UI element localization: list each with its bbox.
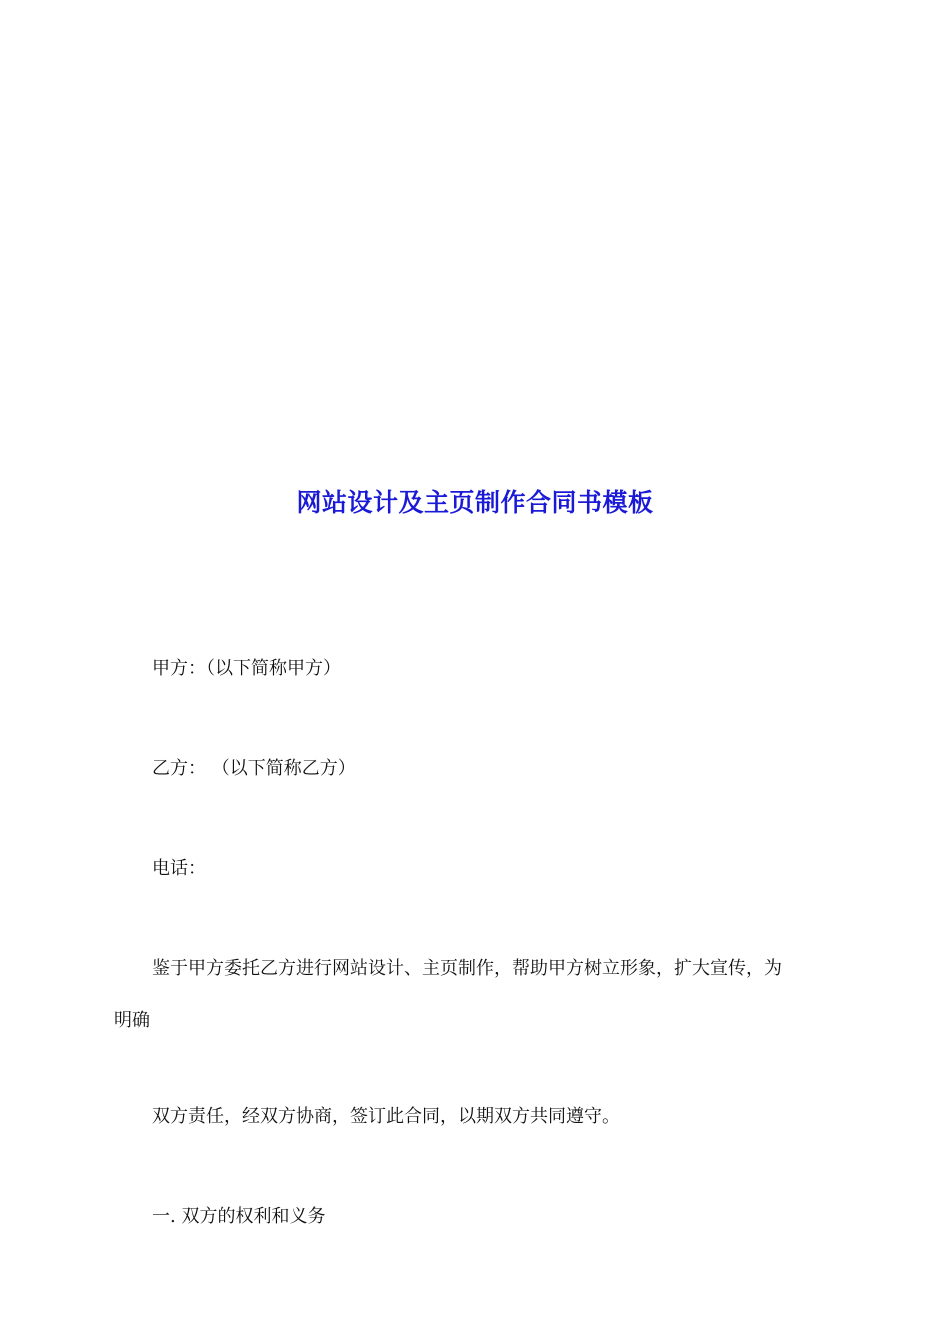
document-title: 网站设计及主页制作合同书模板: [296, 488, 654, 517]
party-a-line: 甲方：（以下简称甲方）: [152, 658, 341, 679]
section-1-heading: 一. 双方的权利和义务: [152, 1206, 326, 1227]
party-b-line: 乙方： （以下简称乙方）: [152, 758, 356, 779]
paragraph-1-line-1: 鉴于甲方委托乙方进行网站设计、主页制作，帮助甲方树立形象，扩大宣传，为: [152, 958, 782, 979]
phone-line: 电话：: [152, 858, 206, 879]
paragraph-2: 双方责任，经双方协商，签订此合同，以期双方共同遵守。: [152, 1106, 620, 1127]
paragraph-1-line-2: 明确: [114, 1010, 150, 1031]
